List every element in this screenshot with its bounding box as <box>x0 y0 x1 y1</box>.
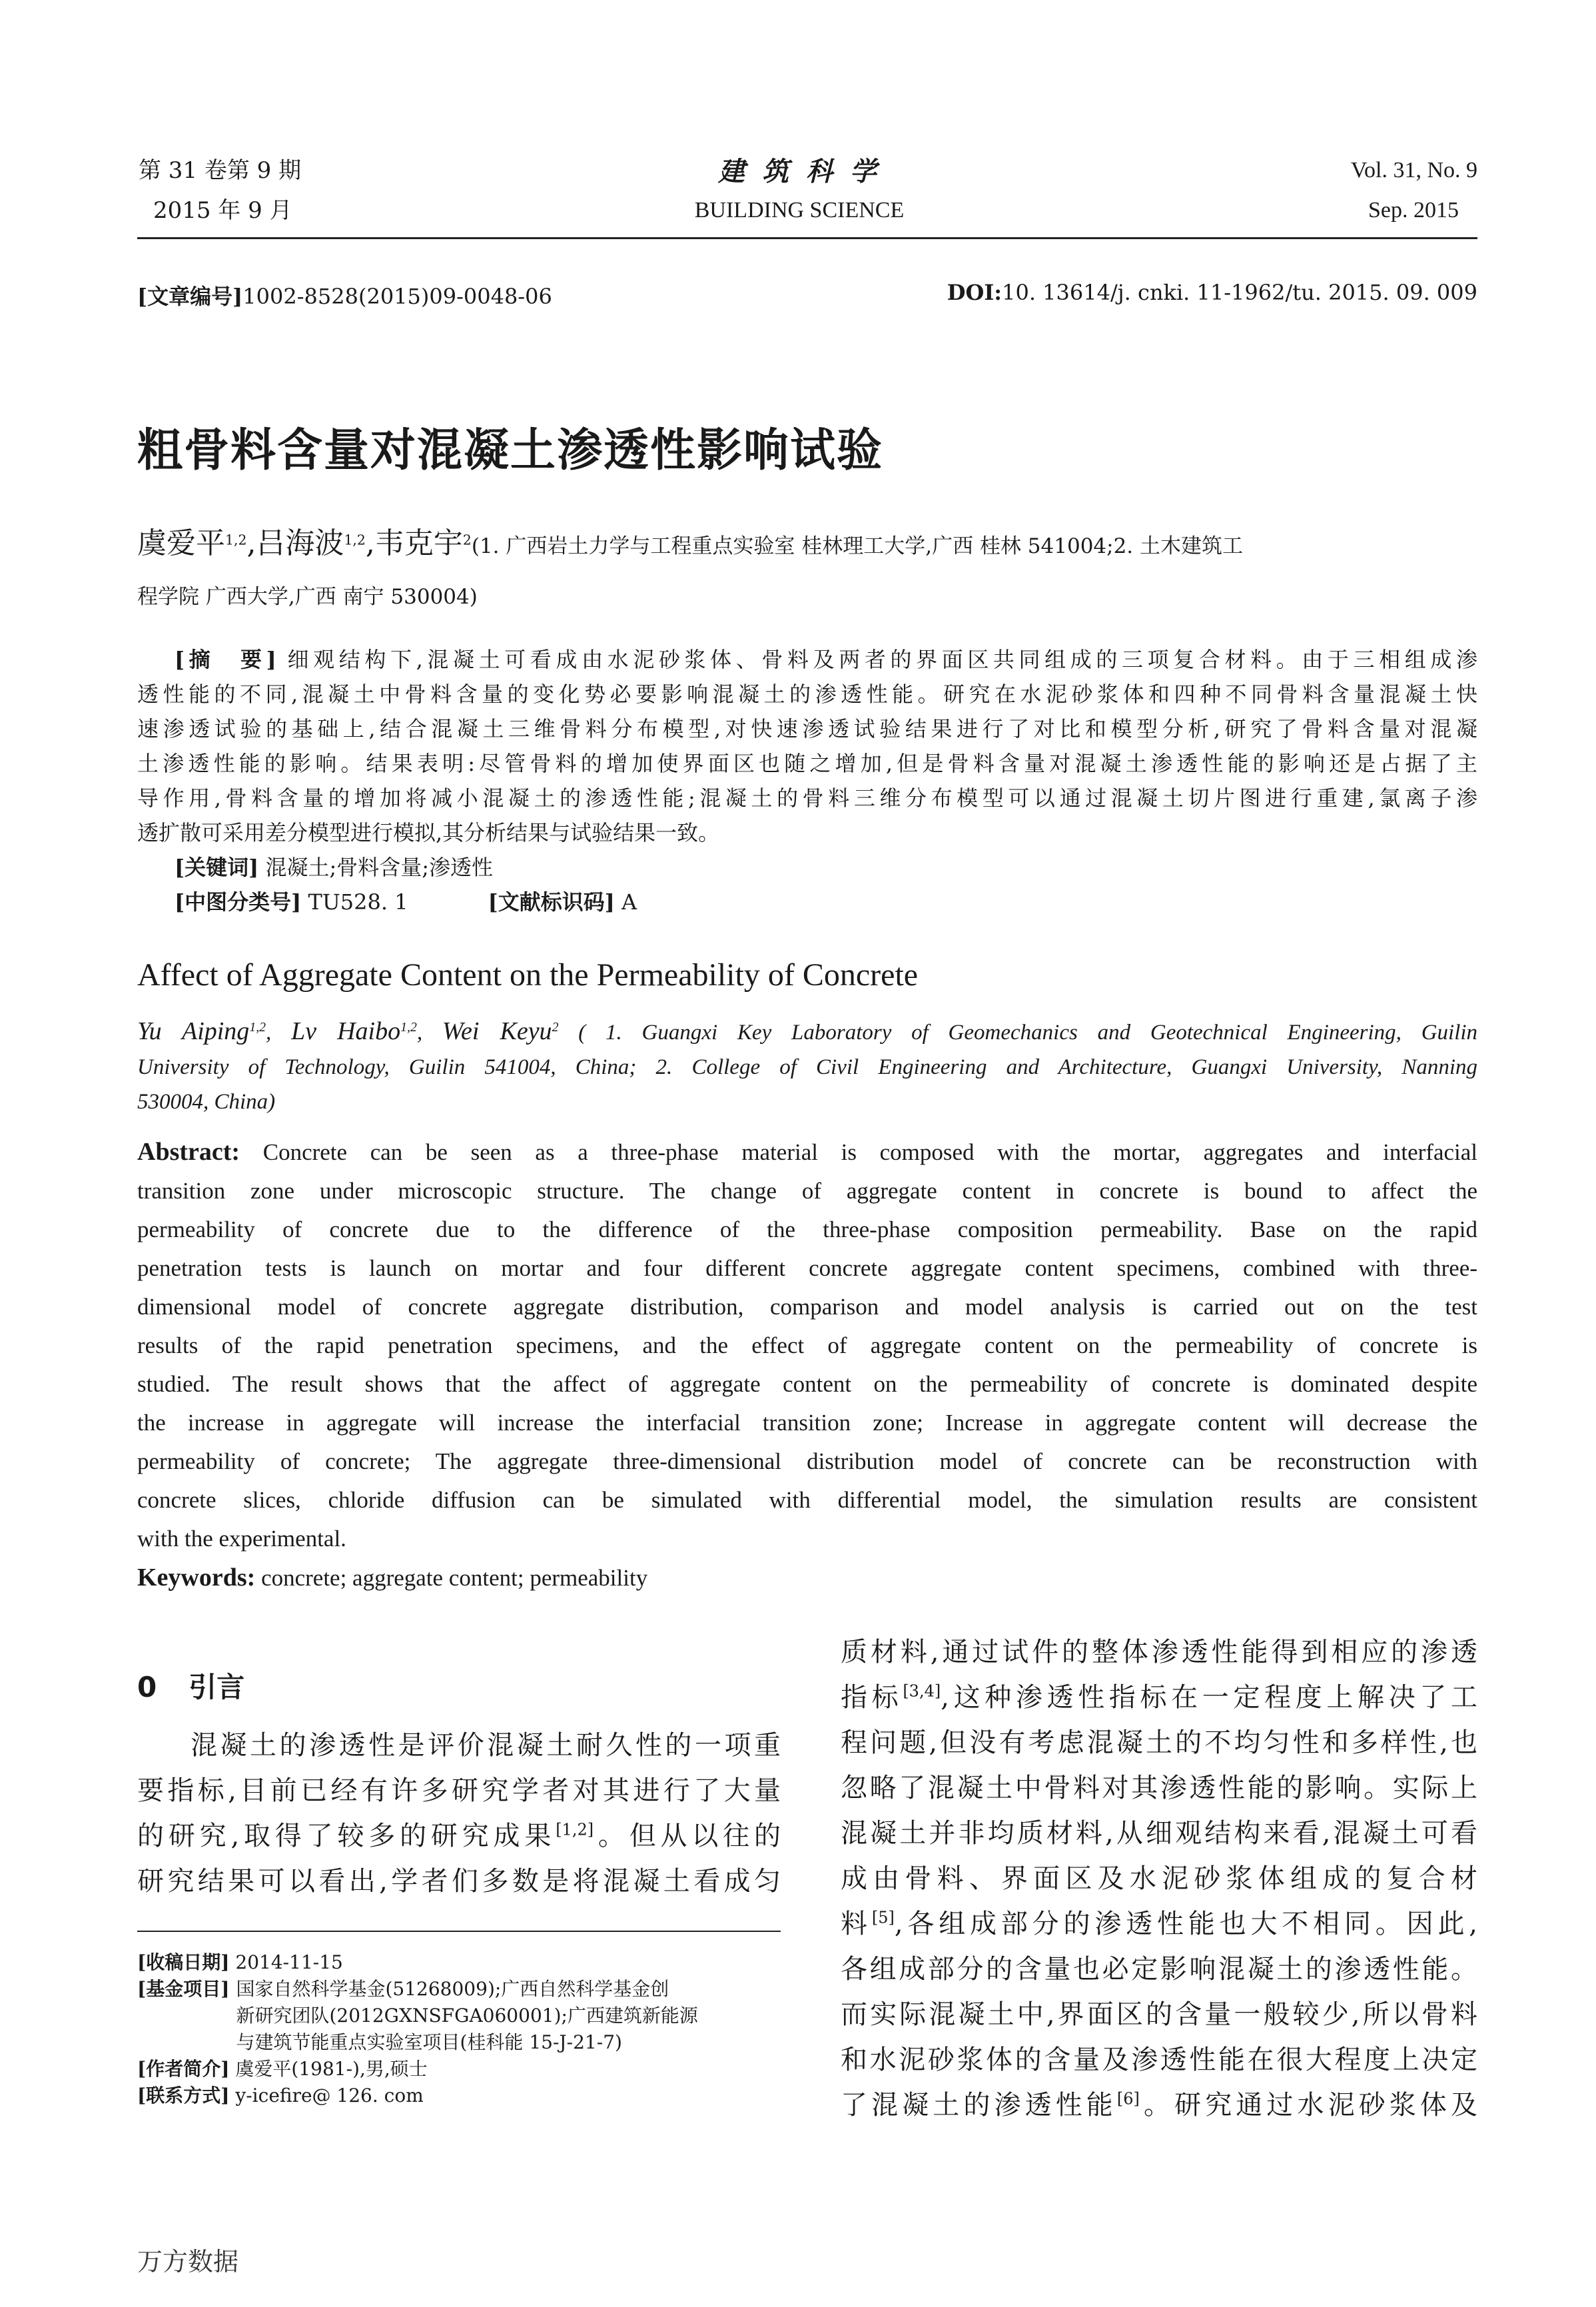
footnote-label: [收稿日期] <box>137 1951 230 1973</box>
footnote-fund <box>137 1976 781 2056</box>
header-volume-cn: 第 31 卷第 9 期 <box>139 157 302 184</box>
watermark: 万方数据 <box>137 2247 239 2276</box>
abstract-en-line: the increase in aggregate will increase the interfacial transition zone; Increase in aggregate content will decrease the <box>137 1410 1477 1436</box>
body-left-column <box>137 1723 781 1904</box>
header-volume-en: Vol. 31, No. 9 <box>1350 158 1477 183</box>
section-heading <box>137 1665 244 1705</box>
author-cn-1-sup: 1,2 <box>225 532 247 548</box>
abstract-en-line: transition zone under microscopic structure. The change of aggregate content in concrete is bound to affect the <box>137 1178 1477 1204</box>
doi-value: 10. 13614/j. cnki. 11-1962/tu. 2015. 09. 009 <box>1002 280 1477 305</box>
body-text: ,这种渗透性指标在一定程度上解决了工 <box>941 1682 1478 1713</box>
abstract-cn-line: 透扩散可采用差分模型进行模拟,其分析结果与试验结果一致。 <box>137 820 720 845</box>
doc-code-value: A <box>621 889 637 915</box>
author-cn-2-sup: 1,2 <box>344 532 366 548</box>
abstract-cn-line <box>137 642 1477 677</box>
journal-name-cn: 建 筑 科 学 <box>718 156 881 187</box>
abstract-en-text: Concrete can be seen as a three-phase material is composed with the mortar, aggregates and interfacial <box>262 1139 1478 1165</box>
body-line: 混凝土的渗透性是评价混凝土耐久性的一项重 <box>191 1730 781 1761</box>
footnote-rule <box>137 1931 781 1932</box>
author-en-2-sup: 1,2 <box>400 1020 417 1035</box>
abstract-cn <box>137 642 1477 919</box>
abstract-en-line: permeability of concrete; The aggregate three-dimensional distribution model of concrete can be reconstruction with <box>137 1448 1477 1474</box>
abstract-en-line: permeability of concrete due to the difference of the three-phase composition permeability. Base on the rapid <box>137 1216 1477 1242</box>
author-cn-2: 吕海波 <box>256 526 344 560</box>
footnote-contact <box>137 2082 781 2109</box>
author-en-3: Wei Keyu <box>442 1017 552 1045</box>
abstract-en-line: concrete slices, chloride diffusion can be simulated with differential model, the simulation results are consistent <box>137 1487 1477 1513</box>
author-en-2: Lv Haibo <box>291 1017 401 1045</box>
footnote-value: 与建筑节能重点实验室项目(桂科能 15-J-21-7) <box>236 2031 622 2053</box>
abstract-cn-label: [摘 要] <box>175 647 276 672</box>
body-line <box>841 2082 1477 2128</box>
title-cn: 粗骨料含量对混凝土渗透性影响试验 <box>137 424 884 477</box>
footnote-value: 国家自然科学基金(51268009);广西自然科学基金创 <box>236 1978 669 2000</box>
body-line: 忽略了混凝土中骨料对其渗透性能的影响。实际上 <box>841 1773 1477 1803</box>
doc-code-label: [文献标识码] <box>488 889 615 915</box>
body-line: 程问题,但没有考虑混凝土的不均匀性和多样性,也 <box>841 1727 1477 1758</box>
footnote-fund-lines <box>236 1976 781 2056</box>
keywords-cn <box>137 850 1477 885</box>
authors-cn <box>137 526 1477 560</box>
abstract-en-line: penetration tests is launch on mortar and four different concrete aggregate content specimens, combined with three- <box>137 1255 1477 1281</box>
keywords-en-value: concrete; aggregate content; permeability <box>261 1565 648 1591</box>
body-text: 指标 <box>841 1682 903 1713</box>
body-text: 。研究通过水泥砂浆体及 <box>1139 2090 1478 2120</box>
authors-en-line: Yu Aiping$^{1,2}$, Lv Haibo$^{1,2}$, Wei Keyu$^2$ ( 1. Guangxi Key Laboratory of Geomechanics and Geotechnical Engineering, Guilin <box>137 1017 1478 1045</box>
doi-label: DOI: <box>947 280 1002 305</box>
affiliation-en-line-3: 530004, China) <box>137 1090 276 1114</box>
author-en-1: Yu Aiping <box>137 1017 250 1045</box>
abstract-en-line: dimensional model of concrete aggregate distribution, comparison and model analysis is carried out on the test <box>137 1294 1477 1320</box>
body-line <box>137 1813 781 1859</box>
author-cn-sep-2: , <box>365 526 375 560</box>
affiliation-en-line-2: University of Technology, Guilin 541004, China; 2. College of Civil Engineering and Architecture, Guangxi University, Nanning <box>137 1055 1477 1079</box>
author-cn-3-sup: 2 <box>462 532 472 548</box>
author-cn-1: 虞爱平 <box>137 526 225 560</box>
abstract-en-line <box>137 1133 1477 1172</box>
body-text: 料 <box>841 1909 872 1939</box>
footnotes <box>137 1949 781 2109</box>
affiliation-cn-line-1: (1. 广西岩土力学与工程重点实验室 桂林理工大学,广西 桂林 541004;2. 土木建筑工 <box>471 534 1244 558</box>
abstract-en <box>137 1133 1477 1598</box>
section-number: 0 <box>137 1671 157 1703</box>
keywords-cn-value: 混凝土;骨料含量;渗透性 <box>265 855 494 880</box>
article-number <box>137 280 552 310</box>
author-en-1-sup: 1,2 <box>249 1020 266 1035</box>
classification-cn <box>137 885 1477 919</box>
footnote-label: [联系方式] <box>137 2084 230 2106</box>
citation: [3,4] <box>903 1681 941 1701</box>
citation: [1,2] <box>556 1820 594 1839</box>
journal-name-en: BUILDING SCIENCE <box>694 198 905 223</box>
body-line: 质材料,通过试件的整体渗透性能得到相应的渗透 <box>841 1637 1477 1667</box>
abstract-cn-line: 土渗透性能的影响。结果表明:尽管骨料的增加使界面区也随之增加,但是骨料含量对混凝土渗透性能的影响还是占据了主 <box>137 751 1477 776</box>
keywords-en <box>137 1558 1477 1598</box>
abstract-cn-line: 导作用,骨料含量的增加将减小混凝土的渗透性能;混凝土的骨料三维分布模型可以通过混凝土切片图进行重建,氯离子渗 <box>137 785 1477 811</box>
footnote-label: [基金项目] <box>137 1978 230 2000</box>
abstract-cn-line: 速渗透试验的基础上,结合混凝土三维骨料分布模型,对快速渗透试验结果进行了对比和模型分析,研究了骨料含量对混凝 <box>137 716 1477 741</box>
abstract-cn-line: 透性能的不同,混凝土中骨料含量的变化势必要影响混凝土的渗透性能。研究在水泥砂浆体和四种不同骨料含量混凝土快 <box>137 682 1477 707</box>
author-en-3-sup: 2 <box>552 1020 559 1035</box>
body-text: 了混凝土的渗透性能 <box>841 2090 1117 2120</box>
body-line: 研究结果可以看出,学者们多数是将混凝土看成匀 <box>137 1866 781 1897</box>
author-cn-3: 韦克宇 <box>374 526 463 560</box>
body-line <box>841 1675 1477 1720</box>
body-line: 各组成部分的含量也必定影响混凝土的渗透性能。 <box>841 1954 1477 1985</box>
body-line: 要指标,目前已经有许多研究学者对其进行了大量 <box>137 1775 781 1806</box>
footnote-value: 新研究团队(2012GXNSFGA060001);广西建筑新能源 <box>236 2005 698 2027</box>
article-number-value: 1002-8528(2015)09-0048-06 <box>242 284 552 309</box>
author-cn-sep-1: , <box>246 526 256 560</box>
body-text: 的研究,取得了较多的研究成果 <box>137 1821 556 1851</box>
authors-en <box>137 1014 1477 1119</box>
doi <box>947 280 1477 305</box>
title-en: Affect of Aggregate Content on the Permeability of Concrete <box>137 957 919 993</box>
header-rule <box>137 237 1477 239</box>
body-line: 成由骨料、界面区及水泥砂浆体组成的复合材 <box>841 1863 1477 1894</box>
affiliation-cn-line-2: 程学院 广西大学,广西 南宁 530004) <box>137 585 478 609</box>
abstract-en-line: studied. The result shows that the affect of aggregate content on the permeability of concrete is dominated despite <box>137 1371 1477 1397</box>
footnote-author <box>137 2056 781 2082</box>
body-line: 混凝土并非均质材料,从细观结构来看,混凝土可看 <box>841 1818 1477 1849</box>
body-text: ,各组成部分的渗透性能也大不相同。因此, <box>894 1909 1477 1939</box>
body-line: 而实际混凝土中,界面区的含量一般较少,所以骨料 <box>841 1999 1477 2030</box>
footnote-value: y-icefire@ 126. com <box>235 2084 424 2106</box>
footnote-received <box>137 1949 781 1976</box>
body-line: 和水泥砂浆体的含量及渗透性能在很大程度上决定 <box>841 2045 1477 2075</box>
header-date-cn: 2015 年 9 月 <box>153 197 292 224</box>
section-title: 引言 <box>189 1671 245 1703</box>
keywords-cn-label: [关键词] <box>175 855 259 880</box>
footnote-value: 虞爱平(1981-),男,硕士 <box>235 2058 428 2080</box>
abstract-en-line: with the experimental. <box>137 1526 346 1552</box>
footnote-value: 2014-11-15 <box>235 1951 343 1973</box>
body-text: 。但从以往的 <box>594 1821 781 1851</box>
keywords-en-label: Keywords: <box>137 1564 256 1592</box>
footnote-label: [作者简介] <box>137 2058 230 2080</box>
body-right-column <box>841 1629 1477 2128</box>
citation: [6] <box>1116 2089 1140 2108</box>
abstract-cn-text: 细观结构下,混凝土可看成由水泥砂浆体、骨料及两者的界面区共同组成的三项复合材料。由于三相组成渗 <box>287 647 1477 672</box>
article-number-label: [文章编号] <box>137 284 243 309</box>
citation: [5] <box>871 1908 895 1927</box>
affiliation-en-line-1: ( 1. Guangxi Key Laboratory of Geomechanics and Geotechnical Engineering, Guilin <box>578 1021 1478 1045</box>
abstract-en-label: Abstract: <box>137 1138 240 1166</box>
body-line <box>841 1901 1477 1947</box>
clc-value: TU528. 1 <box>308 889 408 915</box>
clc-label: [中图分类号] <box>175 889 302 915</box>
header-date-en: Sep. 2015 <box>1368 198 1459 223</box>
abstract-en-line: results of the rapid penetration specimens, and the effect of aggregate content on the permeability of concrete is <box>137 1332 1477 1358</box>
